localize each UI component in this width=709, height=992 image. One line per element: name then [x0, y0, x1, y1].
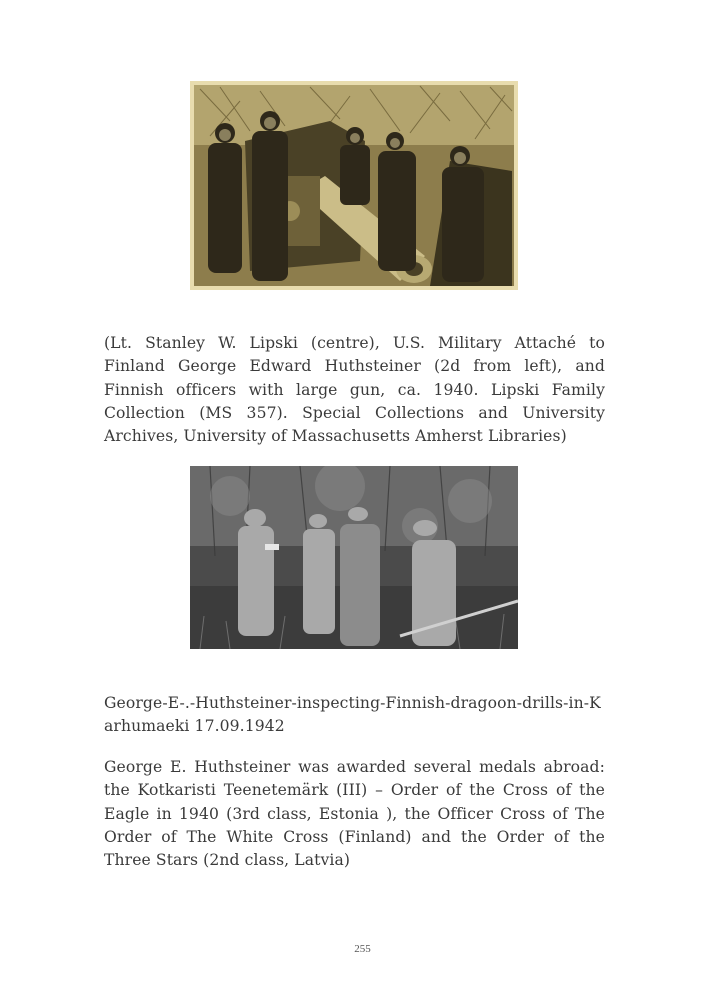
- photo-caption-1: (Lt. Stanley W. Lipski (centre), U.S. Military Attaché to Finland George Edward Huthsteiner (2d from left), and Finnish officers with large gun, ca. 1940. Lipski Family Collection (MS 357). Special Collections and University Archives, University of Massachusetts Amherst Libraries): [104, 334, 605, 446]
- page-number: 255: [354, 943, 371, 955]
- photo-caption-2: George-E-.-Huthsteiner-inspecting-Finnish-dragoon-drills-in-Karhumaeki 17.09.1942: [104, 694, 601, 736]
- officers-with-large-gun-photo: [190, 81, 518, 290]
- inspection-dragoon-drills-photo: [190, 466, 518, 649]
- body-paragraph: George E. Huthsteiner was awarded several medals abroad: the Kotkaristi Teenetemärk (III) – Order of the Cross of the Eagle in 1940 (3rd class, Estonia ), the Officer Cross of The Order of The White Cross (Finland) and the Order of the Three Stars (2nd class, Latvia): [104, 758, 605, 870]
